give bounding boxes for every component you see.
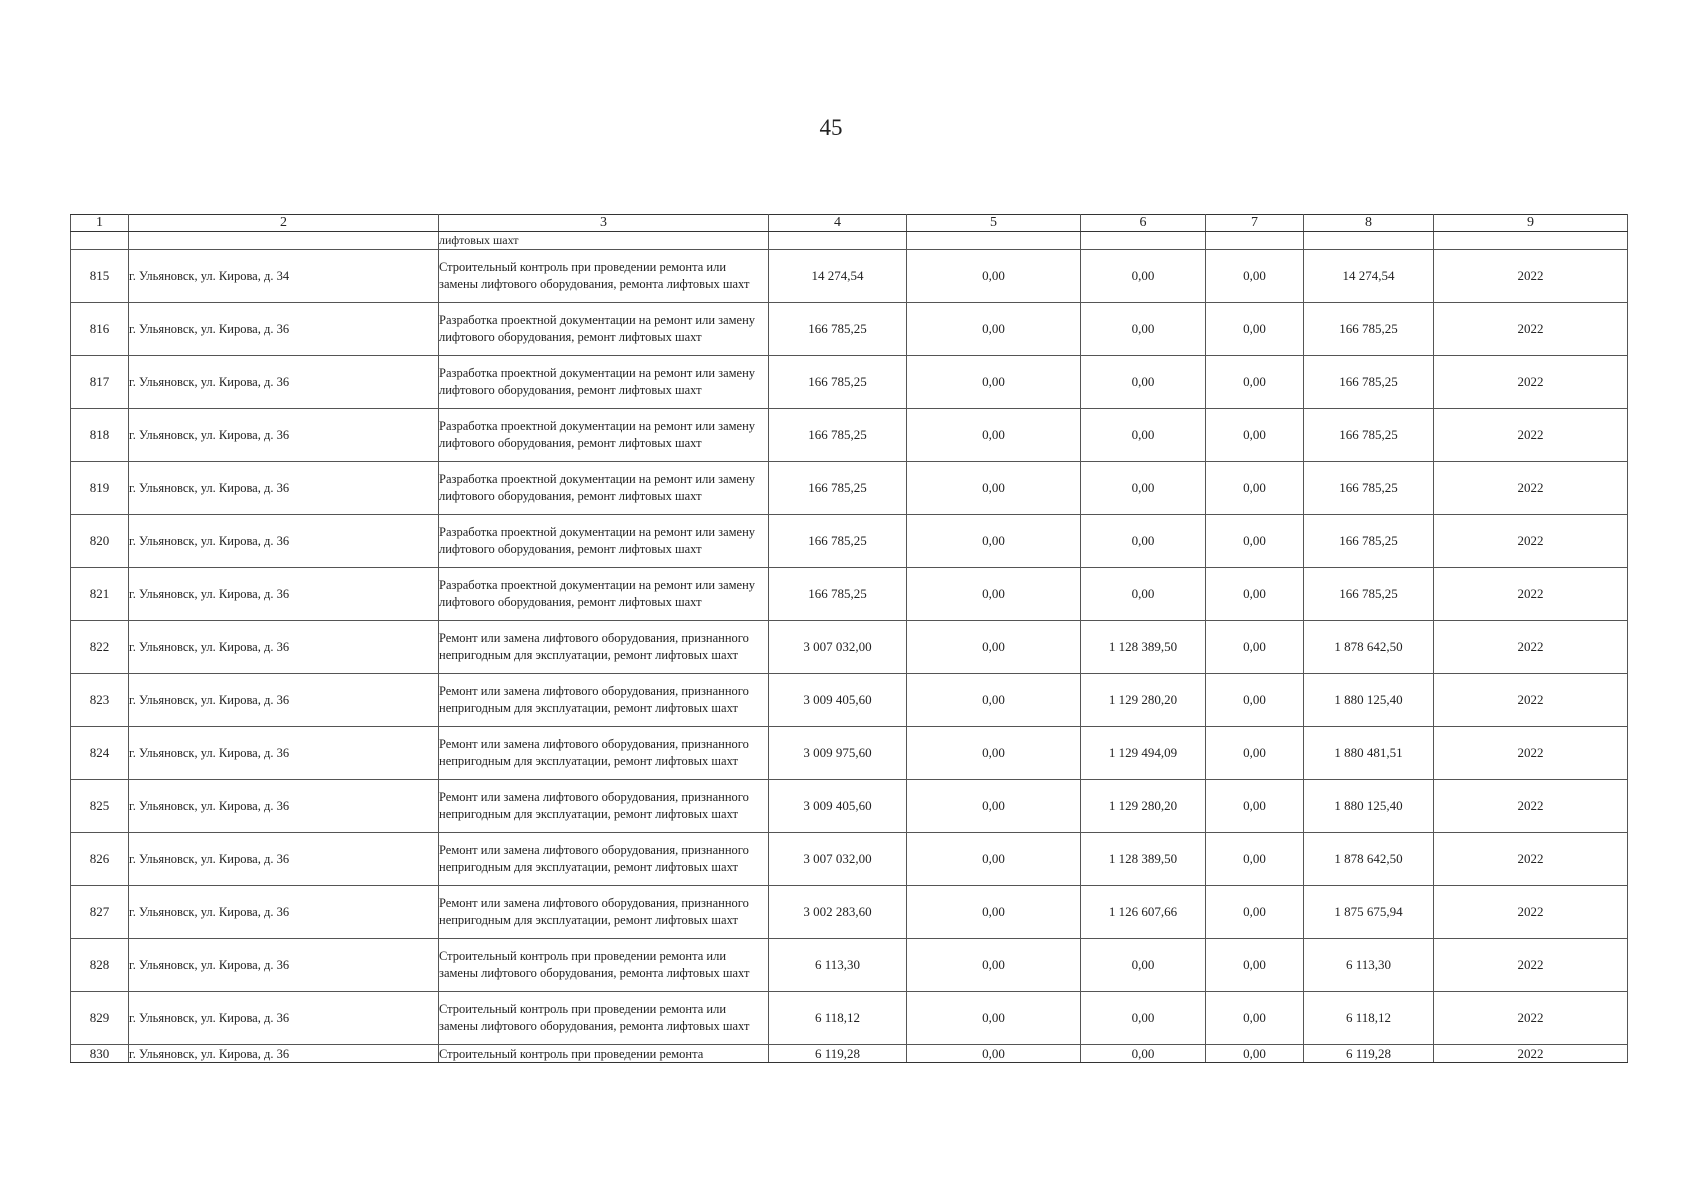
cell-total-cost: 14 274,54 xyxy=(769,250,907,303)
cell-col6: 0,00 xyxy=(1081,568,1206,621)
cell-col7: 0,00 xyxy=(1206,568,1304,621)
cell-total-cost: 3 009 405,60 xyxy=(769,674,907,727)
cell-year: 2022 xyxy=(1434,621,1628,674)
cell-empty xyxy=(1081,232,1206,250)
cell-number: 826 xyxy=(71,833,129,886)
cell-col7: 0,00 xyxy=(1206,409,1304,462)
cell-col5: 0,00 xyxy=(907,780,1081,833)
table-row xyxy=(71,621,1628,674)
cell-work-type: Строительный контроль при проведении ремонта xyxy=(439,1045,769,1063)
cell-col8: 1 878 642,50 xyxy=(1304,833,1434,886)
cell-total-cost: 3 007 032,00 xyxy=(769,833,907,886)
cell-work-type: Ремонт или замена лифтового оборудования, признанного непригодным для эксплуатации, ремонт лифтовых шахт xyxy=(439,674,769,727)
cell-col6: 0,00 xyxy=(1081,250,1206,303)
cell-col5: 0,00 xyxy=(907,992,1081,1045)
cell-col5: 0,00 xyxy=(907,409,1081,462)
cell-year: 2022 xyxy=(1434,780,1628,833)
cell-col8: 1 880 125,40 xyxy=(1304,674,1434,727)
cell-col6: 0,00 xyxy=(1081,515,1206,568)
column-header: 1 xyxy=(71,215,129,232)
table-row xyxy=(71,250,1628,303)
column-header: 8 xyxy=(1304,215,1434,232)
cell-address: г. Ульяновск, ул. Кирова, д. 36 xyxy=(129,727,439,780)
table-body xyxy=(71,232,1628,1063)
cell-col5: 0,00 xyxy=(907,886,1081,939)
cell-number: 823 xyxy=(71,674,129,727)
cell-year: 2022 xyxy=(1434,727,1628,780)
cell-col5: 0,00 xyxy=(907,621,1081,674)
cell-total-cost: 3 002 283,60 xyxy=(769,886,907,939)
column-header: 2 xyxy=(129,215,439,232)
cell-col6: 1 128 389,50 xyxy=(1081,621,1206,674)
cell-address: г. Ульяновск, ул. Кирова, д. 36 xyxy=(129,515,439,568)
table-row xyxy=(71,356,1628,409)
column-header: 4 xyxy=(769,215,907,232)
cell-col6: 0,00 xyxy=(1081,939,1206,992)
cell-col7: 0,00 xyxy=(1206,727,1304,780)
cell-col5: 0,00 xyxy=(907,250,1081,303)
cell-address: г. Ульяновск, ул. Кирова, д. 36 xyxy=(129,356,439,409)
cell-address: г. Ульяновск, ул. Кирова, д. 36 xyxy=(129,1045,439,1063)
cell-col7: 0,00 xyxy=(1206,939,1304,992)
cell-empty xyxy=(907,232,1081,250)
cell-col6: 0,00 xyxy=(1081,1045,1206,1063)
cell-total-cost: 6 113,30 xyxy=(769,939,907,992)
table-row xyxy=(71,939,1628,992)
cell-col5: 0,00 xyxy=(907,833,1081,886)
cell-work-type: Ремонт или замена лифтового оборудования, признанного непригодным для эксплуатации, ремонт лифтовых шахт xyxy=(439,886,769,939)
column-header: 6 xyxy=(1081,215,1206,232)
column-header: 7 xyxy=(1206,215,1304,232)
cell-work-type: Ремонт или замена лифтового оборудования, признанного непригодным для эксплуатации, ремонт лифтовых шахт xyxy=(439,833,769,886)
cell-col7: 0,00 xyxy=(1206,621,1304,674)
cell-year: 2022 xyxy=(1434,1045,1628,1063)
cell-col8: 166 785,25 xyxy=(1304,303,1434,356)
cell-col6: 0,00 xyxy=(1081,303,1206,356)
cell-col5: 0,00 xyxy=(907,727,1081,780)
cell-empty xyxy=(1434,232,1628,250)
cell-year: 2022 xyxy=(1434,250,1628,303)
cell-work-type: Строительный контроль при проведении ремонта или замены лифтового оборудования, ремонта лифтовых шахт xyxy=(439,992,769,1045)
cell-work-type: Разработка проектной документации на ремонт или замену лифтового оборудования, ремонт лифтовых шахт xyxy=(439,303,769,356)
cell-number: 815 xyxy=(71,250,129,303)
cell-address: г. Ульяновск, ул. Кирова, д. 36 xyxy=(129,674,439,727)
cell-col7: 0,00 xyxy=(1206,833,1304,886)
cell-total-cost: 166 785,25 xyxy=(769,462,907,515)
cell-total-cost: 166 785,25 xyxy=(769,568,907,621)
cell-work-type: Разработка проектной документации на ремонт или замену лифтового оборудования, ремонт лифтовых шахт xyxy=(439,515,769,568)
column-header: 3 xyxy=(439,215,769,232)
cell-col8: 6 118,12 xyxy=(1304,992,1434,1045)
cell-year: 2022 xyxy=(1434,833,1628,886)
cell-address: г. Ульяновск, ул. Кирова, д. 36 xyxy=(129,780,439,833)
cell-year: 2022 xyxy=(1434,462,1628,515)
column-numbers-header xyxy=(71,215,1628,232)
cell-col7: 0,00 xyxy=(1206,992,1304,1045)
table-row xyxy=(71,674,1628,727)
cell-number: 822 xyxy=(71,621,129,674)
cell-col5: 0,00 xyxy=(907,356,1081,409)
table-row xyxy=(71,568,1628,621)
table-row xyxy=(71,409,1628,462)
cell-col7: 0,00 xyxy=(1206,780,1304,833)
cell-empty xyxy=(129,232,439,250)
cell-col5: 0,00 xyxy=(907,568,1081,621)
cell-col5: 0,00 xyxy=(907,939,1081,992)
cell-year: 2022 xyxy=(1434,356,1628,409)
cell-number: 821 xyxy=(71,568,129,621)
program-table xyxy=(70,214,1628,1063)
table-row xyxy=(71,727,1628,780)
cell-work-continuation: лифтовых шахт xyxy=(439,232,769,250)
cell-col6: 1 129 280,20 xyxy=(1081,674,1206,727)
cell-number: 828 xyxy=(71,939,129,992)
cell-address: г. Ульяновск, ул. Кирова, д. 36 xyxy=(129,939,439,992)
cell-col5: 0,00 xyxy=(907,1045,1081,1063)
cell-col7: 0,00 xyxy=(1206,356,1304,409)
cell-col8: 6 119,28 xyxy=(1304,1045,1434,1063)
cell-col8: 166 785,25 xyxy=(1304,568,1434,621)
cell-year: 2022 xyxy=(1434,568,1628,621)
cell-year: 2022 xyxy=(1434,886,1628,939)
cell-col8: 166 785,25 xyxy=(1304,356,1434,409)
cell-col5: 0,00 xyxy=(907,462,1081,515)
cell-col7: 0,00 xyxy=(1206,1045,1304,1063)
cell-empty xyxy=(1304,232,1434,250)
cell-col7: 0,00 xyxy=(1206,303,1304,356)
table-row xyxy=(71,992,1628,1045)
cell-year: 2022 xyxy=(1434,303,1628,356)
cell-number: 817 xyxy=(71,356,129,409)
cell-work-type: Строительный контроль при проведении ремонта или замены лифтового оборудования, ремонта лифтовых шахт xyxy=(439,250,769,303)
table-row xyxy=(71,833,1628,886)
cell-number: 827 xyxy=(71,886,129,939)
table-row xyxy=(71,462,1628,515)
cell-address: г. Ульяновск, ул. Кирова, д. 36 xyxy=(129,568,439,621)
cell-year: 2022 xyxy=(1434,992,1628,1045)
cell-number: 825 xyxy=(71,780,129,833)
continuation-row xyxy=(71,232,1628,250)
cell-year: 2022 xyxy=(1434,515,1628,568)
cell-number: 820 xyxy=(71,515,129,568)
cell-work-type: Ремонт или замена лифтового оборудования, признанного непригодным для эксплуатации, ремонт лифтовых шахт xyxy=(439,621,769,674)
cell-col6: 1 129 494,09 xyxy=(1081,727,1206,780)
cell-total-cost: 3 007 032,00 xyxy=(769,621,907,674)
cell-col6: 0,00 xyxy=(1081,356,1206,409)
cell-number: 824 xyxy=(71,727,129,780)
cell-col8: 166 785,25 xyxy=(1304,462,1434,515)
cell-col5: 0,00 xyxy=(907,515,1081,568)
cell-work-type: Ремонт или замена лифтового оборудования, признанного непригодным для эксплуатации, ремонт лифтовых шахт xyxy=(439,727,769,780)
cell-total-cost: 166 785,25 xyxy=(769,303,907,356)
cell-number: 816 xyxy=(71,303,129,356)
cell-work-type: Разработка проектной документации на ремонт или замену лифтового оборудования, ремонт лифтовых шахт xyxy=(439,409,769,462)
cell-col8: 1 878 642,50 xyxy=(1304,621,1434,674)
cell-col8: 6 113,30 xyxy=(1304,939,1434,992)
cell-total-cost: 6 119,28 xyxy=(769,1045,907,1063)
cell-year: 2022 xyxy=(1434,939,1628,992)
column-header: 5 xyxy=(907,215,1081,232)
cell-total-cost: 166 785,25 xyxy=(769,515,907,568)
table-row xyxy=(71,1045,1628,1063)
table-row xyxy=(71,886,1628,939)
cell-col8: 14 274,54 xyxy=(1304,250,1434,303)
cell-col8: 166 785,25 xyxy=(1304,409,1434,462)
cell-address: г. Ульяновск, ул. Кирова, д. 36 xyxy=(129,621,439,674)
cell-total-cost: 166 785,25 xyxy=(769,409,907,462)
cell-year: 2022 xyxy=(1434,409,1628,462)
cell-col8: 166 785,25 xyxy=(1304,515,1434,568)
cell-total-cost: 166 785,25 xyxy=(769,356,907,409)
cell-col7: 0,00 xyxy=(1206,515,1304,568)
cell-work-type: Ремонт или замена лифтового оборудования, признанного непригодным для эксплуатации, ремонт лифтовых шахт xyxy=(439,780,769,833)
cell-col5: 0,00 xyxy=(907,674,1081,727)
cell-number: 830 xyxy=(71,1045,129,1063)
cell-empty xyxy=(71,232,129,250)
cell-col6: 0,00 xyxy=(1081,462,1206,515)
cell-address: г. Ульяновск, ул. Кирова, д. 36 xyxy=(129,462,439,515)
cell-work-type: Разработка проектной документации на ремонт или замену лифтового оборудования, ремонт лифтовых шахт xyxy=(439,462,769,515)
cell-col8: 1 875 675,94 xyxy=(1304,886,1434,939)
cell-col5: 0,00 xyxy=(907,303,1081,356)
cell-total-cost: 3 009 405,60 xyxy=(769,780,907,833)
cell-col6: 0,00 xyxy=(1081,409,1206,462)
cell-col6: 1 126 607,66 xyxy=(1081,886,1206,939)
cell-total-cost: 6 118,12 xyxy=(769,992,907,1045)
table-row xyxy=(71,303,1628,356)
cell-address: г. Ульяновск, ул. Кирова, д. 36 xyxy=(129,833,439,886)
cell-number: 818 xyxy=(71,409,129,462)
cell-work-type: Разработка проектной документации на ремонт или замену лифтового оборудования, ремонт лифтовых шахт xyxy=(439,356,769,409)
cell-address: г. Ульяновск, ул. Кирова, д. 34 xyxy=(129,250,439,303)
cell-number: 829 xyxy=(71,992,129,1045)
cell-address: г. Ульяновск, ул. Кирова, д. 36 xyxy=(129,992,439,1045)
cell-address: г. Ульяновск, ул. Кирова, д. 36 xyxy=(129,303,439,356)
cell-work-type: Строительный контроль при проведении ремонта или замены лифтового оборудования, ремонта лифтовых шахт xyxy=(439,939,769,992)
cell-total-cost: 3 009 975,60 xyxy=(769,727,907,780)
cell-col8: 1 880 125,40 xyxy=(1304,780,1434,833)
cell-work-type: Разработка проектной документации на ремонт или замену лифтового оборудования, ремонт лифтовых шахт xyxy=(439,568,769,621)
cell-address: г. Ульяновск, ул. Кирова, д. 36 xyxy=(129,886,439,939)
cell-col7: 0,00 xyxy=(1206,674,1304,727)
cell-col7: 0,00 xyxy=(1206,250,1304,303)
table-row xyxy=(71,515,1628,568)
cell-year: 2022 xyxy=(1434,674,1628,727)
cell-empty xyxy=(1206,232,1304,250)
cell-number: 819 xyxy=(71,462,129,515)
cell-col6: 1 128 389,50 xyxy=(1081,833,1206,886)
cell-col6: 0,00 xyxy=(1081,992,1206,1045)
cell-col8: 1 880 481,51 xyxy=(1304,727,1434,780)
cell-address: г. Ульяновск, ул. Кирова, д. 36 xyxy=(129,409,439,462)
table-row xyxy=(71,780,1628,833)
column-header: 9 xyxy=(1434,215,1628,232)
cell-col6: 1 129 280,20 xyxy=(1081,780,1206,833)
page-number: 45 xyxy=(819,115,843,140)
cell-empty xyxy=(769,232,907,250)
cell-col7: 0,00 xyxy=(1206,462,1304,515)
cell-col7: 0,00 xyxy=(1206,886,1304,939)
